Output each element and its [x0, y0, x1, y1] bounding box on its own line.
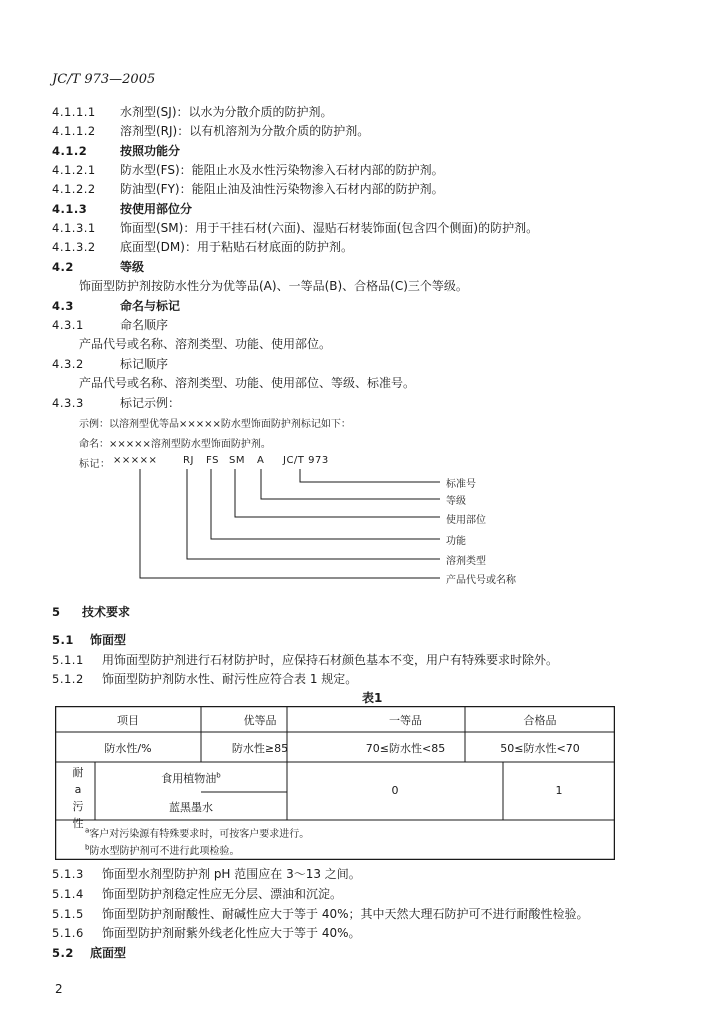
label-standard-no: 标准号 [446, 479, 476, 490]
footnote-a: $^a$客户对污染源有特殊要求时，可按客户要求进行。 [85, 826, 310, 840]
example-line-1: 示例：以溶剂型优等品×××××防水型饰面防护剂标记如下： [79, 419, 351, 430]
clause-4-2-body: 饰面型防护剂按防水性分为优等品(A)、一等品(B)、合格品(C)三个等级。 [79, 279, 468, 293]
standard-header: JC/T 973—2005 [52, 72, 156, 87]
clause-4-1-3: 4.1.3 按使用部位分 [52, 202, 193, 216]
td-waterproof-label: 防水性/% [104, 742, 152, 755]
th-item: 项目 [117, 714, 139, 727]
clause-4-1-3-1: 4.1.3.1 饰面型(SM)：用于干挂石材(六面)、湿贴石材装饰面(包含四个侧面)的防护剂。 [52, 221, 539, 235]
th-qualified: 合格品 [523, 714, 557, 727]
label-grade: 等级 [446, 496, 466, 507]
td-edible-oil: 食用植物油$^b$ [161, 771, 221, 785]
label-function: 功能 [446, 536, 466, 547]
mark-prefix: 标记： [79, 459, 111, 470]
clause-5-1-1: 5.1.1 用饰面型防护剂进行石材防护时，应保持石材颜色基本不变，用户有特殊要求时除外。 [52, 653, 559, 667]
table-title: 表1 [362, 691, 383, 705]
clause-5-1-6: 5.1.6 饰面型防护剂耐紫外线老化性应大于等于 40%。 [52, 926, 361, 940]
mark-part-grade: A [257, 455, 265, 466]
th-first-class: 一等品 [389, 714, 422, 727]
clause-4-1-2: 4.1.2 按照功能分 [52, 144, 181, 158]
label-solvent-type: 溶剂类型 [446, 556, 486, 567]
clause-4-3-2-body: 产品代号或名称、溶剂类型、功能、使用部位、等级、标准号。 [79, 376, 416, 390]
clause-4-1-1-2: 4.1.1.2 溶剂型(RJ)：以有机溶剂为分散介质的防护剂。 [52, 124, 370, 138]
page-number: 2 [55, 982, 63, 996]
footnote-b: $^b$防水型防护剂可不进行此项检验。 [85, 843, 240, 857]
td-stain-resistance-label: 耐a污性 [72, 766, 84, 830]
clause-4-1-3-2: 4.1.3.2 底面型(DM)：用于粘贴石材底面的防护剂。 [52, 240, 353, 254]
clause-4-3-2: 4.3.2 标记顺序 [52, 357, 169, 371]
clause-4-3-1-body: 产品代号或名称、溶剂类型、功能、使用部位。 [79, 337, 332, 351]
clause-5-2: 5.2 底面型 [52, 946, 127, 960]
mark-part-product: ××××× [113, 455, 158, 466]
clause-5: 5 技术要求 [52, 605, 131, 619]
td-stain-value-b: 1 [555, 784, 563, 797]
label-product-name: 产品代号或名称 [446, 575, 516, 586]
mark-part-standard: JC/T 973 [283, 455, 329, 466]
clause-4-3-1: 4.3.1 命名顺序 [52, 318, 169, 332]
clause-4-1-1-1: 4.1.1.1 水剂型(SJ)：以水为分散介质的防护剂。 [52, 105, 333, 119]
td-blue-black-ink: 蓝黑墨水 [169, 801, 213, 814]
td-stain-value-a: 0 [391, 784, 399, 797]
clause-5-1-3: 5.1.3 饰面型水剂型防护剂 pH 范围应在 3～13 之间。 [52, 867, 361, 881]
mark-part-function: FS [206, 455, 219, 466]
example-line-2: 命名：×××××溶剂型防水型饰面防护剂。 [79, 439, 271, 450]
clause-4-2: 4.2 等级 [52, 260, 145, 274]
td-waterproof-qualified: 50≤防水性<70 [500, 742, 580, 755]
th-excellent: 优等品 [243, 714, 277, 727]
clause-4-3: 4.3 命名与标记 [52, 299, 181, 313]
td-waterproof-excellent: 防水性≥85 [231, 742, 289, 755]
table-1 [55, 706, 615, 860]
mark-part-solvent: RJ [183, 455, 194, 466]
label-position: 使用部位 [446, 515, 486, 526]
mark-part-position: SM [229, 455, 245, 466]
clause-4-3-3: 4.3.3 标记示例： [52, 396, 181, 410]
clause-5-1-4: 5.1.4 饰面型防护剂稳定性应无分层、漂油和沉淀。 [52, 887, 343, 901]
clause-5-1: 5.1 饰面型 [52, 633, 127, 647]
clause-5-1-2: 5.1.2 饰面型防护剂防水性、耐污性应符合表 1 规定。 [52, 672, 358, 686]
td-waterproof-first: 70≤防水性<85 [365, 742, 446, 755]
clause-4-1-2-2: 4.1.2.2 防油型(FY)：能阻止油及油性污染物渗入石材内部的防护剂。 [52, 182, 444, 196]
clause-5-1-5: 5.1.5 饰面型防护剂耐酸性、耐碱性应大于等于 40%；其中天然大理石防护可不进行耐酸性检验。 [52, 907, 589, 921]
clause-4-1-2-1: 4.1.2.1 防水型(FS)：能阻止水及水性污染物渗入石材内部的防护剂。 [52, 163, 444, 177]
